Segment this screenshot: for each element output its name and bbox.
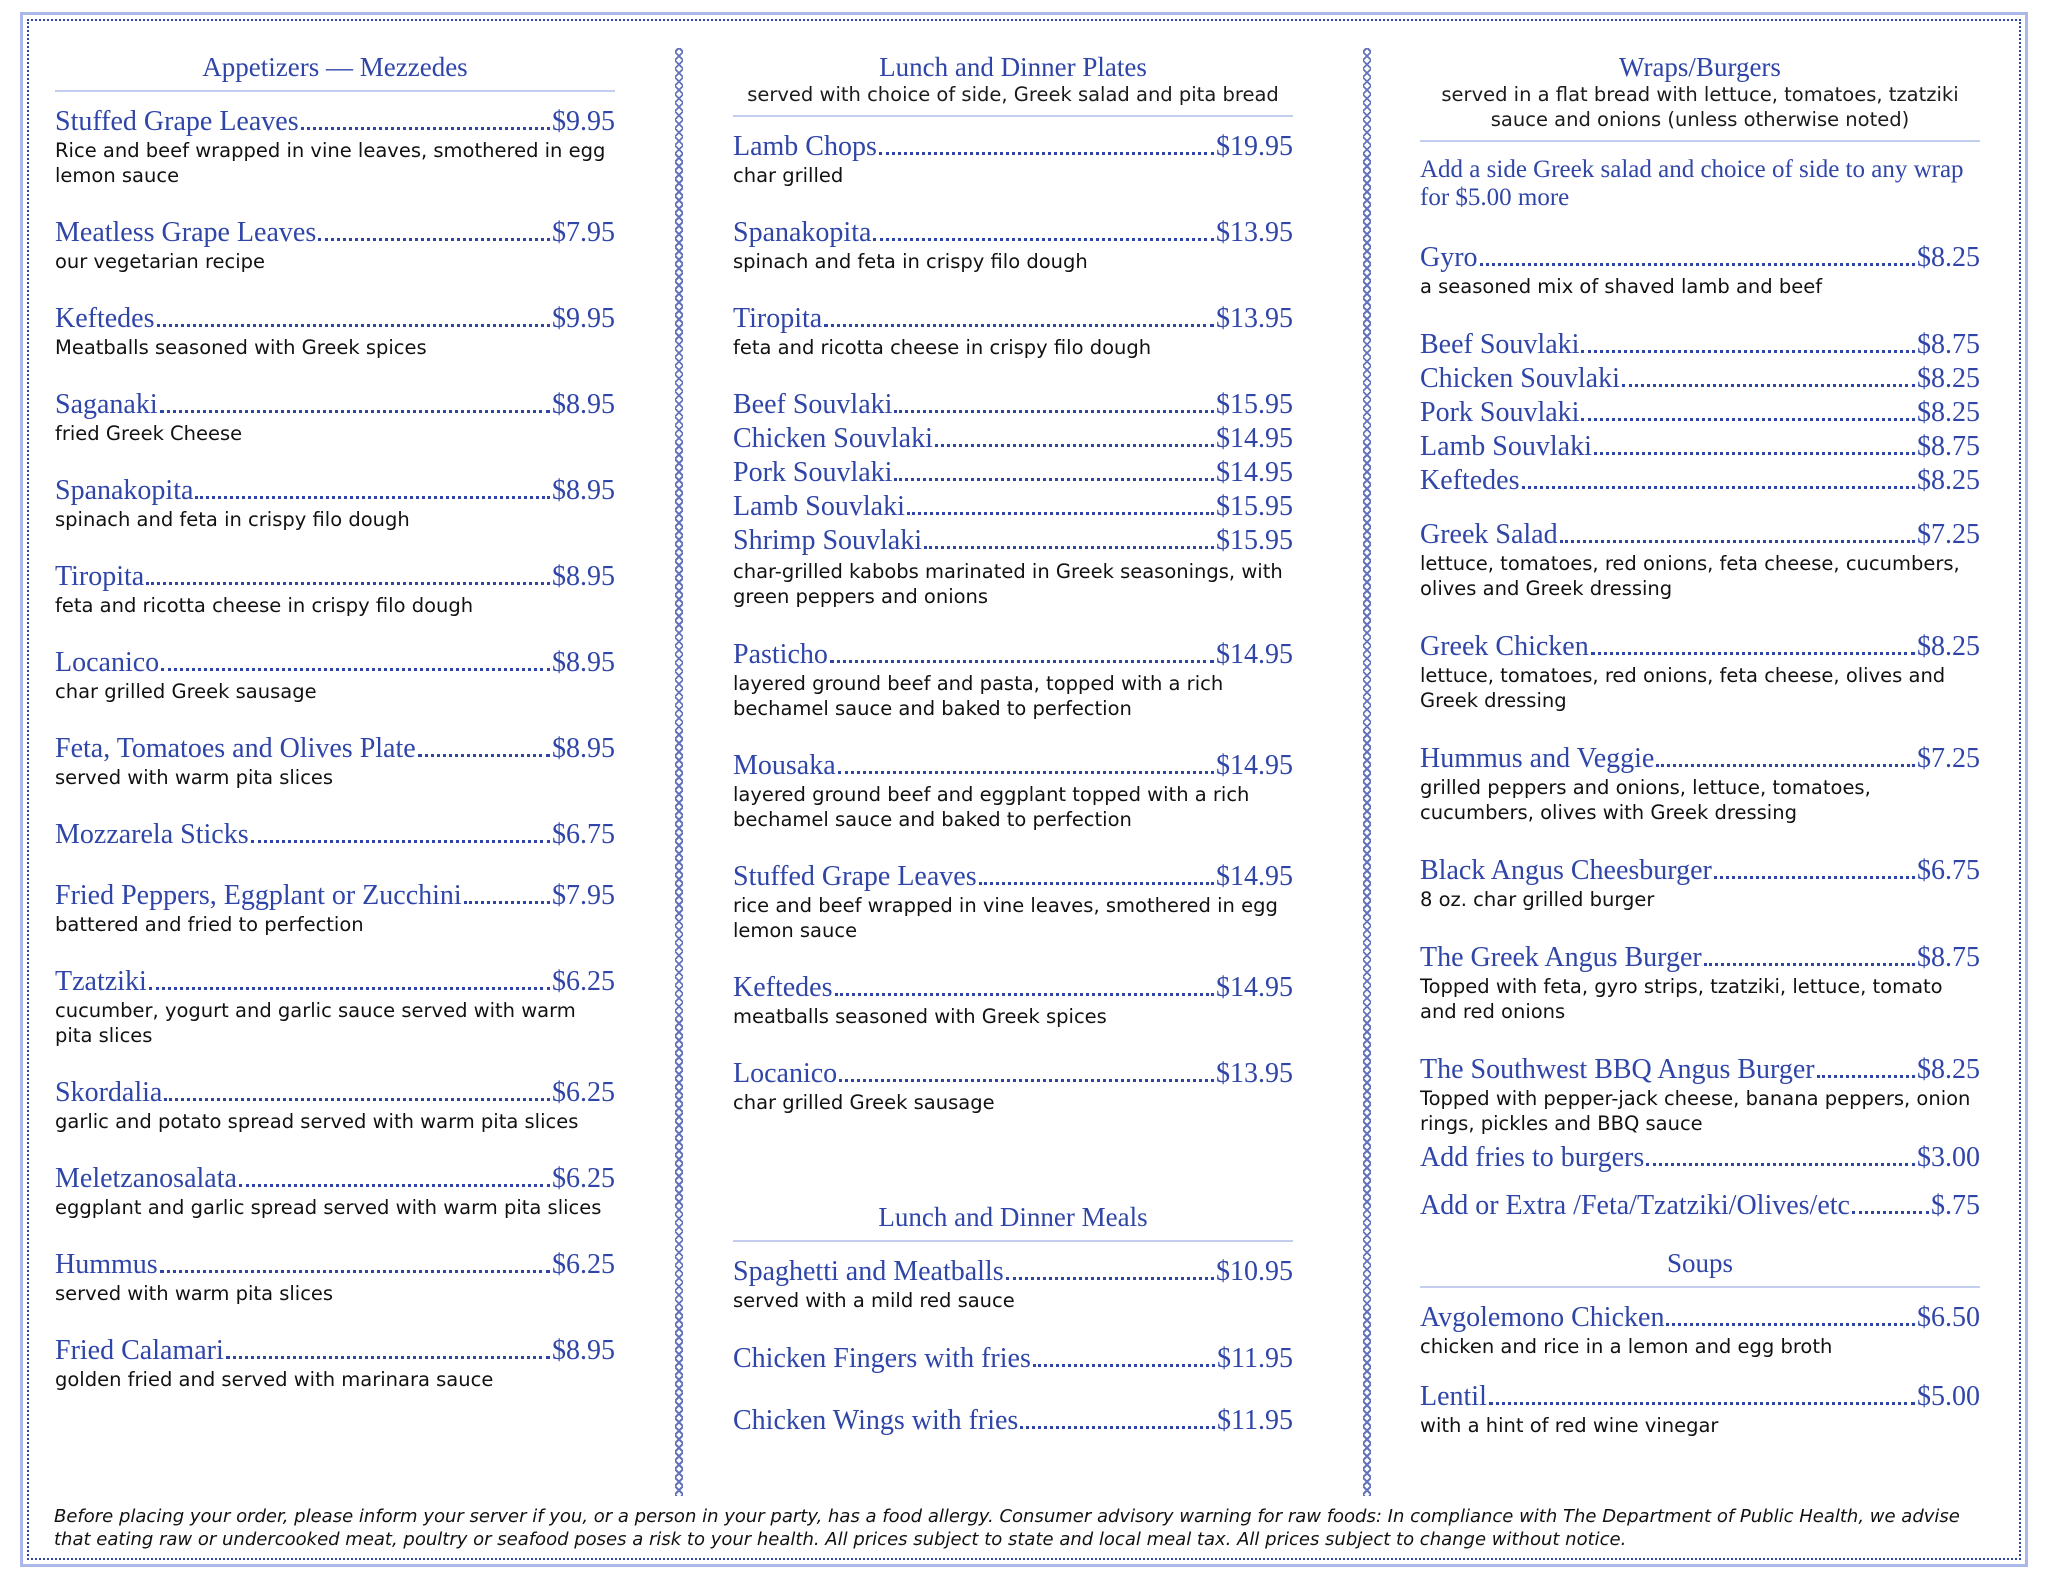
menu-item [733, 217, 1293, 274]
item-name: Add or Extra /Feta/Tzatziki/Olives/etc [1420, 1190, 1850, 1221]
item-name: Tiropita [55, 561, 145, 592]
menu-item [733, 1058, 1293, 1115]
dot-leader [239, 1183, 550, 1187]
dot-leader [1817, 1074, 1915, 1078]
dot-leader [146, 581, 550, 585]
section-subtitle: served with choice of side, Greek salad and pita bread [747, 83, 1279, 106]
menu-item-line [733, 303, 1293, 335]
menu-item [55, 106, 615, 188]
dot-leader [1714, 875, 1915, 879]
menu-item-line [1420, 942, 1980, 974]
item-description: Meatballs seasoned with Greek spices [55, 336, 427, 359]
item-price: $8.95 [552, 733, 615, 764]
dot-leader [873, 237, 1214, 241]
item-description: battered and fried to perfection [55, 913, 364, 936]
dot-leader [1646, 1162, 1915, 1166]
wrap-side-note: Add a side Greek salad and choice of side to any wrap for $5.00 more [1420, 156, 1964, 211]
menu-item-line [1420, 1142, 1980, 1174]
item-price: $8.25 [1917, 397, 1980, 428]
item-description: our vegetarian recipe [55, 250, 266, 273]
menu-item [1420, 329, 1980, 361]
item-description: char grilled [733, 164, 844, 187]
menu-item-line [1420, 1381, 1980, 1413]
menu-item-line [55, 733, 615, 765]
item-description: lettuce, tomatoes, red onions, feta cheese, olives and Greek dressing [1420, 664, 1946, 712]
southwest-burger-item [1420, 1054, 1980, 1136]
item-price: $8.25 [1917, 1054, 1980, 1085]
menu-item [55, 1163, 615, 1220]
item-price: $8.75 [1917, 942, 1980, 973]
item-description: served with warm pita slices [55, 1282, 334, 1305]
menu-item-line [1420, 329, 1980, 361]
item-description: layered ground beef and eggplant topped with a rich bechamel sauce and baked to perfection [733, 783, 1250, 831]
item-name: Add fries to burgers [1420, 1142, 1645, 1173]
item-description: chicken and rice in a lemon and egg broth [1420, 1335, 1833, 1358]
item-price: $6.75 [1917, 855, 1980, 886]
menu-item-line [55, 1077, 615, 1109]
item-price: $19.95 [1216, 131, 1293, 162]
dot-leader [924, 545, 1214, 549]
dot-leader [839, 1078, 1214, 1082]
item-price: $3.00 [1917, 1142, 1980, 1173]
dot-leader [1656, 763, 1915, 767]
menu-item [733, 972, 1293, 1029]
appetizers-list [55, 106, 615, 1392]
item-name: Keftedes [55, 303, 155, 334]
dot-leader [1522, 485, 1915, 489]
menu-item-line [1420, 631, 1980, 663]
dot-leader [251, 839, 550, 843]
menu-item [55, 1077, 615, 1134]
item-description: Rice and beef wrapped in vine leaves, smothered in egg lemon sauce [55, 139, 606, 187]
menu-item-line [1420, 743, 1980, 775]
dot-leader [1704, 962, 1915, 966]
menu-item-line [733, 750, 1293, 782]
menu-item-line [55, 647, 615, 679]
menu-item [733, 389, 1293, 421]
item-description: spinach and feta in crispy filo dough [55, 508, 410, 531]
souvlaki-plates-list [733, 389, 1293, 557]
menu-item-line [1420, 1054, 1980, 1086]
item-price: $6.25 [552, 1077, 615, 1108]
item-name: Keftedes [733, 972, 833, 1003]
allergy-disclaimer: Before placing your order, please inform your server if you, or a person in your party, has a food allergy. Consumer advisory warning for raw foods: In compliance with The Department of Public Health, we advise that eating raw or undercooked meat, poultry or seafood poses a risk to your health. All prices subject to state and local meal tax. All prices subject to change without notice. [54, 1506, 1960, 1550]
item-price: $10.95 [1216, 1256, 1293, 1287]
menu-item-line [733, 639, 1293, 671]
plates-list [733, 131, 1293, 360]
dot-leader [1560, 539, 1915, 543]
menu-item [55, 647, 615, 704]
dot-leader [907, 511, 1214, 515]
menu-item [1420, 1054, 1980, 1136]
item-price: $14.95 [1216, 861, 1293, 892]
item-name: Lamb Chops [733, 131, 877, 162]
menu-item [55, 819, 615, 851]
item-price: $8.25 [1917, 631, 1980, 662]
menu-item [733, 1343, 1293, 1375]
item-description: char grilled Greek sausage [55, 680, 317, 703]
item-name: The Southwest BBQ Angus Burger [1420, 1054, 1815, 1085]
menu-item-line [1420, 465, 1980, 497]
item-name: Avgolemono Chicken [1420, 1302, 1665, 1333]
menu-item [733, 131, 1293, 188]
menu-item [1420, 1302, 1980, 1359]
appetizers-column [55, 52, 615, 1421]
menu-item-line [733, 1058, 1293, 1090]
dot-leader [160, 1269, 550, 1273]
dot-leader [830, 659, 1214, 663]
meals-list [733, 1256, 1293, 1437]
item-price: $6.50 [1917, 1302, 1980, 1333]
menu-item-line [1420, 363, 1980, 395]
gyro-item [1420, 242, 1980, 299]
menu-item-line [733, 1343, 1293, 1375]
soups-list [1420, 1302, 1980, 1438]
item-price: $.75 [1931, 1190, 1980, 1221]
menu-item-line [55, 561, 615, 593]
item-price: $8.25 [1917, 363, 1980, 394]
item-price: $8.95 [552, 475, 615, 506]
menu-item-line [1420, 431, 1980, 463]
menu-item [55, 561, 615, 618]
item-name: Shrimp Souvlaki [733, 525, 923, 556]
menu-item [733, 525, 1293, 557]
item-name: Stuffed Grape Leaves [733, 861, 977, 892]
item-name: Keftedes [1420, 465, 1520, 496]
section-rule [733, 1240, 1293, 1242]
dot-leader [1666, 1322, 1915, 1326]
menu-item [55, 389, 615, 446]
menu-item [1420, 942, 1980, 1024]
menu-item [55, 217, 615, 274]
menu-item [733, 303, 1293, 360]
menu-item [1420, 855, 1980, 912]
dot-leader [226, 1355, 550, 1359]
menu-item-line [733, 389, 1293, 421]
menu-item-line [1420, 519, 1980, 551]
item-price: $14.95 [1216, 639, 1293, 670]
item-price: $6.25 [552, 1163, 615, 1194]
menu-item-line [1420, 1302, 1980, 1334]
item-price: $13.95 [1216, 1058, 1293, 1089]
item-name: Spanakopita [733, 217, 872, 248]
menu-item-line [733, 525, 1293, 557]
menu-item [1420, 1142, 1980, 1174]
item-name: Tiropita [733, 303, 823, 334]
item-price: $7.95 [552, 217, 615, 248]
item-name: Greek Chicken [1420, 631, 1589, 662]
dot-leader [835, 992, 1214, 996]
menu-item [733, 1405, 1293, 1437]
dot-leader [318, 237, 550, 241]
dot-leader [1489, 1401, 1915, 1405]
menu-item-line [733, 1256, 1293, 1288]
item-description: lettuce, tomatoes, red onions, feta cheese, cucumbers, olives and Greek dressing [1420, 552, 1960, 600]
dot-leader [935, 443, 1214, 447]
item-name: Pork Souvlaki [733, 457, 893, 488]
menu-item-line [55, 819, 615, 851]
item-name: Stuffed Grape Leaves [55, 106, 299, 137]
souvlaki-wraps-list [1420, 329, 1980, 497]
dot-leader [1581, 349, 1915, 353]
dot-leader [195, 495, 550, 499]
item-description: meatballs seasoned with Greek spices [733, 1005, 1107, 1028]
item-price: $7.25 [1917, 743, 1980, 774]
item-name: Mousaka [733, 750, 836, 781]
item-name: Tzatziki [55, 966, 147, 997]
dot-leader [1591, 651, 1915, 655]
item-description: Topped with feta, gyro strips, tzatziki, lettuce, tomato and red onions [1420, 975, 1943, 1023]
item-description: eggplant and garlic spread served with warm pita slices [55, 1196, 602, 1219]
item-description: feta and ricotta cheese in crispy filo dough [733, 336, 1152, 359]
item-name: Mozzarela Sticks [55, 819, 249, 850]
item-name: Pasticho [733, 639, 828, 670]
item-price: $15.95 [1216, 491, 1293, 522]
menu-item [733, 750, 1293, 832]
menu-item [55, 475, 615, 532]
item-name: Feta, Tomatoes and Olives Plate [55, 733, 416, 764]
menu-item-line [733, 972, 1293, 1004]
menu-item-line [55, 303, 615, 335]
item-price: $7.95 [552, 880, 615, 911]
item-name: Greek Salad [1420, 519, 1558, 550]
plates-list-2 [733, 639, 1293, 1115]
item-name: Locanico [733, 1058, 838, 1089]
dot-leader [824, 323, 1214, 327]
item-price: $15.95 [1216, 525, 1293, 556]
menu-item [1420, 743, 1980, 825]
item-description: served with a mild red sauce [733, 1289, 1015, 1312]
menu-item [55, 303, 615, 360]
item-description: spinach and feta in crispy filo dough [733, 250, 1088, 273]
item-price: $11.95 [1217, 1343, 1293, 1374]
item-price: $15.95 [1216, 389, 1293, 420]
item-description: Topped with pepper-jack cheese, banana peppers, onion rings, pickles and BBQ sauce [1420, 1087, 1971, 1135]
section-title: Appetizers — Mezzedes [202, 52, 468, 82]
item-price: $14.95 [1216, 972, 1293, 1003]
wraps-list [1420, 519, 1980, 1024]
menu-item-line [55, 1249, 615, 1281]
menu-item [1420, 431, 1980, 463]
menu-item [55, 733, 615, 790]
menu-item [733, 491, 1293, 523]
item-name: Lentil [1420, 1381, 1487, 1412]
menu-item [1420, 631, 1980, 713]
item-price: $8.75 [1917, 431, 1980, 462]
item-name: Chicken Wings with fries [733, 1405, 1019, 1436]
menu-item-line [55, 966, 615, 998]
item-description: served with warm pita slices [55, 766, 334, 789]
item-price: $8.25 [1917, 242, 1980, 273]
dot-leader [1020, 1425, 1215, 1429]
souvlaki-description: char-grilled kabobs marinated in Greek seasonings, with green peppers and onions [733, 560, 1283, 608]
menu-item-line [1420, 855, 1980, 887]
menu-item-line [55, 106, 615, 138]
menu-item [55, 966, 615, 1048]
section-subtitle: served in a flat bread with lettuce, tomatoes, tzatziki sauce and onions (unless otherwise noted) [1441, 83, 1959, 131]
item-name: Fried Calamari [55, 1335, 224, 1366]
item-price: $14.95 [1216, 750, 1293, 781]
dot-leader [1033, 1363, 1215, 1367]
menu-item [1420, 397, 1980, 429]
section-title: Wraps/Burgers [1619, 52, 1781, 82]
item-price: $13.95 [1216, 303, 1293, 334]
item-description: garlic and potato spread served with warm pita slices [55, 1110, 579, 1133]
item-name: Saganaki [55, 389, 158, 420]
item-description: a seasoned mix of shaved lamb and beef [1420, 275, 1823, 298]
item-name: Gyro [1420, 242, 1478, 273]
menu-item [1420, 363, 1980, 395]
item-price: $8.95 [552, 1335, 615, 1366]
item-description: cucumber, yogurt and garlic sauce served with warm pita slices [55, 999, 576, 1047]
menu-item [733, 639, 1293, 721]
section-title: Soups [1666, 1248, 1734, 1278]
item-description: rice and beef wrapped in vine leaves, smothered in egg lemon sauce [733, 894, 1278, 942]
dot-leader [161, 667, 550, 671]
item-name: Meletzanosalata [55, 1163, 237, 1194]
item-price: $8.25 [1917, 465, 1980, 496]
item-price: $9.95 [552, 303, 615, 334]
item-price: $8.95 [552, 389, 615, 420]
menu-item [733, 423, 1293, 455]
dot-leader [1852, 1210, 1929, 1214]
item-name: Meatless Grape Leaves [55, 217, 317, 248]
dot-leader [160, 409, 550, 413]
dot-leader [301, 126, 550, 130]
wraps-column [1420, 52, 1980, 1460]
menu-item-line [733, 861, 1293, 893]
dot-leader [1622, 383, 1915, 387]
item-price: $5.00 [1917, 1381, 1980, 1412]
dot-leader [464, 900, 550, 904]
dot-leader [149, 986, 550, 990]
menu-item-line [733, 131, 1293, 163]
item-description: layered ground beef and pasta, topped with a rich bechamel sauce and baked to perfection [733, 672, 1224, 720]
item-name: Beef Souvlaki [1420, 329, 1580, 360]
menu-item [1420, 1190, 1980, 1222]
menu-item-line [733, 457, 1293, 489]
section-rule [1420, 140, 1980, 142]
menu-item [733, 457, 1293, 489]
dot-leader [979, 881, 1214, 885]
item-name: Chicken Souvlaki [1420, 363, 1620, 394]
item-name: Skordalia [55, 1077, 163, 1108]
menu-item-line [733, 1405, 1293, 1437]
menu-item [55, 1335, 615, 1392]
menu-item-line [1420, 242, 1980, 274]
item-name: Lamb Souvlaki [733, 491, 905, 522]
menu-item [1420, 242, 1980, 299]
menu-item [55, 1249, 615, 1306]
dot-leader [1581, 417, 1915, 421]
item-description: 8 oz. char grilled burger [1420, 888, 1655, 911]
section-title: Lunch and Dinner Meals [878, 1202, 1148, 1232]
item-price: $13.95 [1216, 217, 1293, 248]
item-price: $8.95 [552, 647, 615, 678]
menu-item-line [1420, 397, 1980, 429]
item-description: feta and ricotta cheese in crispy filo dough [55, 594, 474, 617]
item-description: with a hint of red wine vinegar [1420, 1414, 1719, 1437]
item-name: Locanico [55, 647, 160, 678]
item-name: Spanakopita [55, 475, 194, 506]
menu-item-line [733, 217, 1293, 249]
menu-item-line [55, 880, 615, 912]
dot-leader [1480, 262, 1915, 266]
item-name: Chicken Souvlaki [733, 423, 933, 454]
item-name: Chicken Fingers with fries [733, 1343, 1031, 1374]
menu-item-line [55, 1163, 615, 1195]
item-price: $6.25 [552, 1249, 615, 1280]
item-description: golden fried and served with marinara sauce [55, 1368, 494, 1391]
item-price: $6.25 [552, 966, 615, 997]
menu-item-line [733, 491, 1293, 523]
menu-item-line [55, 389, 615, 421]
menu-item-line [733, 423, 1293, 455]
dot-leader [894, 477, 1214, 481]
menu-item [55, 880, 615, 937]
item-price: $11.95 [1217, 1405, 1293, 1436]
section-rule [1420, 1286, 1980, 1288]
menu-item-line [1420, 1190, 1980, 1222]
dot-leader [157, 323, 550, 327]
item-name: Hummus and Veggie [1420, 743, 1655, 774]
dot-leader [1594, 451, 1915, 455]
dot-leader [894, 409, 1214, 413]
item-description: char grilled Greek sausage [733, 1091, 995, 1114]
column-divider-right [1363, 48, 1371, 1496]
dot-leader [879, 151, 1214, 155]
menu-item-line [55, 475, 615, 507]
item-name: The Greek Angus Burger [1420, 942, 1702, 973]
item-name: Spaghetti and Meatballs [733, 1256, 1004, 1287]
item-price: $6.75 [552, 819, 615, 850]
menu-item [733, 861, 1293, 943]
plates-column [733, 52, 1293, 1467]
item-price: $14.95 [1216, 423, 1293, 454]
item-price: $9.95 [552, 106, 615, 137]
item-name: Fried Peppers, Eggplant or Zucchini [55, 880, 462, 911]
menu-item [733, 1256, 1293, 1313]
item-name: Hummus [55, 1249, 158, 1280]
menu-item-line [55, 217, 615, 249]
dot-leader [164, 1097, 550, 1101]
item-name: Black Angus Cheesburger [1420, 855, 1712, 886]
item-price: $8.95 [552, 561, 615, 592]
menu-item [1420, 465, 1980, 497]
menu-item-line [55, 1335, 615, 1367]
section-rule [55, 90, 615, 92]
dot-leader [1006, 1276, 1214, 1280]
item-name: Pork Souvlaki [1420, 397, 1580, 428]
item-description: grilled peppers and onions, lettuce, tomatoes, cucumbers, olives with Greek dressing [1420, 776, 1871, 824]
dot-leader [418, 753, 550, 757]
item-price: $14.95 [1216, 457, 1293, 488]
menu-item [1420, 1381, 1980, 1438]
column-divider-left [675, 48, 683, 1496]
item-name: Beef Souvlaki [733, 389, 893, 420]
item-name: Lamb Souvlaki [1420, 431, 1592, 462]
dot-leader [838, 770, 1214, 774]
menu-item [1420, 519, 1980, 601]
addons-list [1420, 1142, 1980, 1222]
section-title: Lunch and Dinner Plates [879, 52, 1147, 82]
item-price: $7.25 [1917, 519, 1980, 550]
item-description: fried Greek Cheese [55, 422, 243, 445]
item-price: $8.75 [1917, 329, 1980, 360]
section-rule [733, 115, 1293, 117]
